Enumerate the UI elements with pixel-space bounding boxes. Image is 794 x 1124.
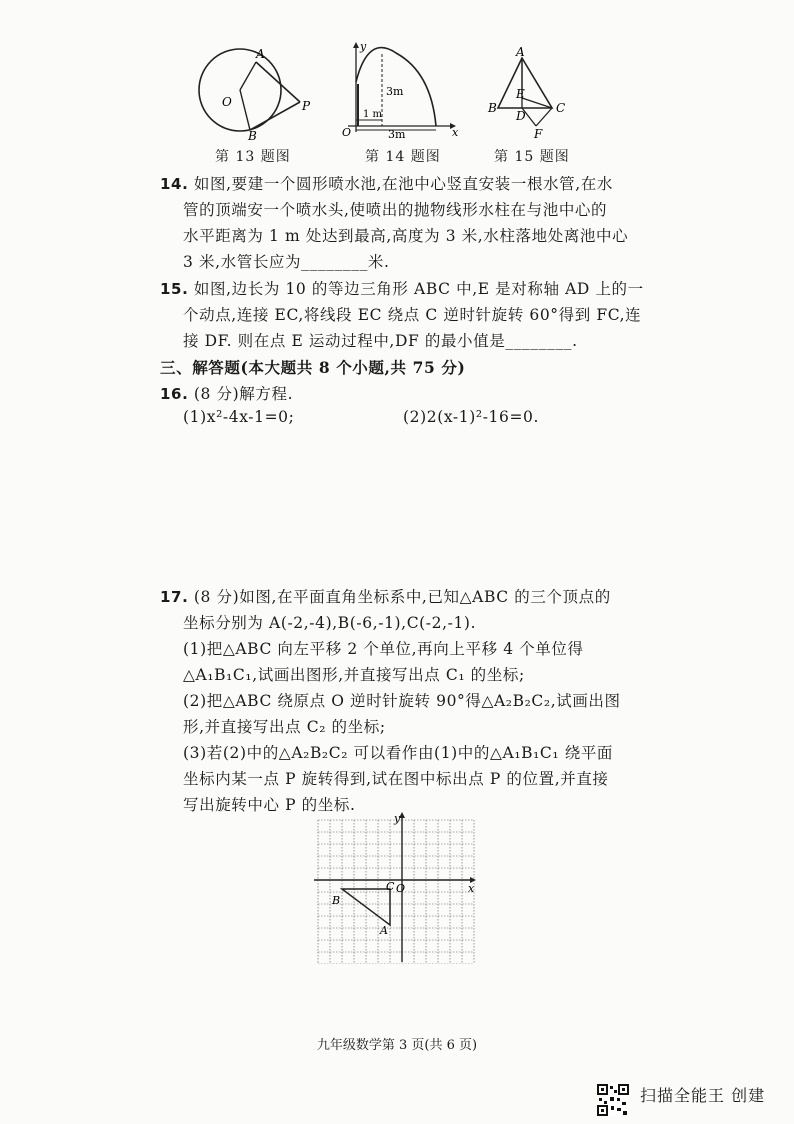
- fig14-label-o: O: [342, 126, 352, 139]
- fig14-y-arrow: [353, 42, 359, 48]
- figure-13: [190, 40, 320, 140]
- q17-text-1: (8 分)如图,在平面直角坐标系中,已知△ABC 的三个顶点的: [193, 588, 611, 606]
- fig13-caption: 第 13 题图: [215, 149, 291, 165]
- fig15-label-e: E: [516, 87, 525, 101]
- q15-line-3: 接 DF. 则在点 E 运动过程中,DF 的最小值是________.: [183, 332, 578, 350]
- figure-15: [484, 40, 574, 140]
- fig13-tangent-pb: [250, 102, 300, 130]
- q14-line-1: [160, 172, 613, 194]
- q17-number: 17.: [160, 588, 189, 606]
- fig14-label-w: 1 m: [363, 109, 383, 120]
- q17-line-1: [160, 585, 611, 607]
- grid-label-y: y: [394, 812, 401, 825]
- figure-14: [336, 40, 466, 140]
- q15-line-2: 个动点,连接 EC,将线段 EC 绕点 C 逆时针旋转 60°得到 FC,连: [183, 306, 642, 324]
- fig15-label-b: B: [488, 101, 497, 115]
- q16-equation-2: (2)2(x-1)²-16=0.: [403, 408, 540, 426]
- fig15-label-a: A: [516, 45, 525, 59]
- grid-label-c: C: [386, 880, 395, 893]
- fig15-label-d: D: [516, 109, 526, 123]
- q17-line-8: 坐标内某一点 P 旋转得到,试在图中标出点 P 的位置,并直接: [183, 770, 609, 788]
- q14-line-2: 管的顶端安一个喷水头,使喷出的抛物线形水柱在与池中心的: [183, 201, 608, 219]
- q17-line-4: △A₁B₁C₁,试画出图形,并直接写出点 C₁ 的坐标;: [183, 666, 525, 684]
- fig14-label-x: x: [452, 126, 459, 139]
- q17-line-6: 形,并直接写出点 C₂ 的坐标;: [183, 718, 386, 736]
- q15-number: 15.: [160, 280, 189, 298]
- fig15-label-f: F: [534, 127, 543, 140]
- section-3-heading: 三、解答题(本大题共 8 个小题,共 75 分): [160, 358, 466, 377]
- fig13-label-b: B: [248, 129, 257, 140]
- fig13-radius-ob: [240, 90, 250, 130]
- fig13-radius-oa: [240, 62, 256, 90]
- grid-label-x: x: [468, 882, 475, 895]
- q15-line-1: [160, 277, 644, 299]
- q16-equation-1: (1)x²-4x-1=0;: [183, 408, 295, 426]
- grid-label-o: O: [396, 882, 406, 895]
- q14-number: 14.: [160, 175, 189, 193]
- scanner-brand-text: 扫描全能王 创建: [640, 1086, 766, 1105]
- q16-title: (8 分)解方程.: [193, 385, 294, 403]
- fig13-label-a: A: [256, 47, 265, 61]
- q17-coordinate-grid: [310, 812, 480, 964]
- qr-code-icon: [597, 1084, 629, 1116]
- q16-line-1: [160, 382, 293, 404]
- fig15-triangle-abc: [498, 58, 552, 108]
- q14-line-4: 3 米,水管长应为________米.: [183, 253, 390, 271]
- q17-line-7: (3)若(2)中的△A₂B₂C₂ 可以看作由(1)中的△A₁B₁C₁ 绕平面: [183, 744, 614, 762]
- fig14-label-h: 3m: [386, 85, 404, 98]
- fig15-segment-fc: [536, 108, 552, 126]
- fig15-caption: 第 15 题图: [494, 149, 570, 165]
- q17-line-2: 坐标分别为 A(-2,-4),B(-6,-1),C(-2,-1).: [183, 614, 477, 632]
- page-footer: 九年级数学第 3 页(共 6 页): [316, 1038, 478, 1053]
- q14-text-1: 如图,要建一个圆形喷水池,在池中心竖直安装一根水管,在水: [193, 175, 613, 193]
- grid-label-b: B: [332, 894, 341, 907]
- q14-line-3: 水平距离为 1 m 处达到最高,高度为 3 米,水柱落地处离池中心: [183, 227, 629, 245]
- q16-number: 16.: [160, 385, 189, 403]
- q17-line-9: 写出旋转中心 P 的坐标.: [183, 796, 356, 814]
- fig14-label-y: y: [360, 40, 367, 53]
- q15-text-1: 如图,边长为 10 的等边三角形 ABC 中,E 是对称轴 AD 上的一: [193, 280, 644, 298]
- fig13-tangent-pa: [256, 62, 300, 102]
- fig14-caption: 第 14 题图: [365, 149, 441, 165]
- q17-line-3: (1)把△ABC 向左平移 2 个单位,再向上平移 4 个单位得: [183, 640, 584, 658]
- grid-label-a: A: [380, 924, 388, 937]
- fig13-label-p: P: [302, 99, 311, 113]
- fig14-label-d: 3m: [388, 128, 406, 140]
- q17-line-5: (2)把△ABC 绕原点 O 逆时针旋转 90°得△A₂B₂C₂,试画出图: [183, 692, 621, 710]
- fig13-label-o: O: [222, 95, 232, 109]
- fig15-label-c: C: [556, 101, 566, 115]
